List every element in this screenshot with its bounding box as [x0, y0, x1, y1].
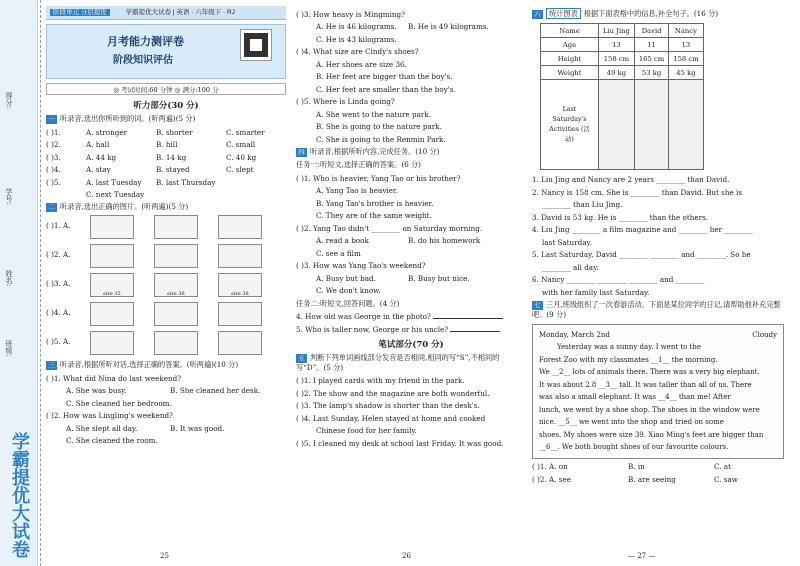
- diary-line: shoes. My shoes were size 39. Xiao Ming's feet are bigger than: [539, 430, 764, 439]
- section-3-title: 三 听录音,根据所听对话,选择正确的答案。(听两遍)(10 分): [46, 360, 286, 370]
- picture-row: ( )5. A.: [46, 331, 286, 357]
- book-image: [90, 302, 134, 326]
- task-title: 任务一:听短文,选择正确的答案。(6 分): [296, 160, 421, 169]
- list-item: ( )2. A. hall B. hill C. small: [46, 140, 256, 149]
- kids-height-image: [154, 244, 198, 268]
- sentence: with her family last Saturday.: [542, 287, 650, 297]
- options: ( )1. A. on B. in C. at: [532, 462, 731, 471]
- list-item: ( )2. The show and the magazine are both wonderful.: [296, 388, 490, 398]
- task-title: 任务二:听短文,回答问题。(4 分): [296, 298, 400, 308]
- scene-image: [218, 331, 262, 355]
- list-item: ( )1. A. stronger B. shorter C. smarter: [46, 127, 265, 137]
- title-banner: [46, 24, 286, 79]
- diary-line: We __2__ lots of animals there. There was a very big elephant.: [539, 368, 760, 376]
- page-number: 25: [160, 552, 169, 560]
- sentence: ________ all day.: [542, 262, 599, 272]
- sentence: 2. Nancy is 158 cm. She is ________ than David. But she is: [532, 187, 743, 197]
- list-item: ( )4. A. stay B. stayed C. slept: [46, 165, 254, 174]
- diary-line: Forest Zoo with my classmates __1__ the morning.: [539, 355, 718, 364]
- options: A. Busy but bad. B. Busy but nice.: [316, 273, 470, 283]
- exam-title: 月考能力测评卷: [107, 35, 184, 48]
- option: B. She is going to the nature park.: [316, 122, 442, 131]
- sentence: 5. Last Saturday, David ________ ________ and ________. So he: [532, 250, 751, 259]
- class-label: 班级:: [5, 340, 13, 357]
- scene-image: [154, 331, 198, 355]
- brand-vertical: 学霸提优大试卷: [9, 432, 30, 558]
- info-table: Name Liu Jing David Nancy Age 13 11 13 Height 158 cm 165 cm 158 cm Weight 49 kg 53 kg 45 kg Last Saturday's Activities (活动): [540, 23, 704, 170]
- seesaw-image: [154, 215, 198, 239]
- question: ( )3. How heavy is Mingming?: [296, 9, 405, 19]
- option: C. She cleaned the room.: [66, 436, 158, 445]
- options: A. She was busy. B. She cleaned her desk.: [66, 386, 261, 395]
- section-4-title: 四 听录音,根据所听内容,完成任务。(10 分): [296, 147, 526, 157]
- picture-row: ( )3. A. size 35 size 36 size 38: [46, 273, 286, 299]
- question: ( )1. What did Nina do last weekend?: [46, 373, 182, 383]
- table-row: Age 13 11 13: [541, 38, 704, 52]
- list-item: ( )3. A. 44 kg B. 14 kg C. 40 kg: [46, 152, 257, 162]
- list-item: ( )1. I played cards with my friend in the park.: [296, 376, 465, 385]
- page-27: [532, 6, 784, 484]
- question: 5. Who is taller now, George or his uncle?: [296, 325, 526, 334]
- diary-line: It was about 2.8 __3__ tall. It was taller than all of us. There: [539, 380, 752, 389]
- list-item: ( )5. I cleaned my desk at school last Friday. It was good.: [296, 438, 504, 448]
- book-image: [218, 302, 262, 326]
- name-label: 姓名:: [5, 270, 13, 287]
- question: ( )4. What size are Cindy's shoes?: [296, 47, 419, 56]
- option: C. We don't know.: [316, 286, 381, 295]
- option: A. Her shoes are size 36.: [316, 59, 407, 69]
- section-1-title: 一 听录音,选出你所听到的词。(听两遍)(5 分): [46, 114, 286, 124]
- section-6-title: 六 统计图表 根据下面表格中的信息,补全句子。(16 分): [532, 9, 784, 19]
- table-row: Last Saturday's Activities (活动): [541, 80, 704, 170]
- option: C. They are of the same weight.: [316, 211, 432, 220]
- series-title: 学霸提优大试卷 | 英语 · 六年级下 · RJ: [125, 9, 235, 16]
- activity-image: [599, 80, 635, 170]
- list-item: C. next Tuesday: [86, 190, 145, 199]
- seesaw-image: [218, 215, 262, 239]
- exam-subtitle: 阶段知识评估: [113, 55, 173, 66]
- section-2-title: 二 听录音,选出正确的图片。(听两遍)(5 分): [46, 202, 286, 212]
- option: C. She cleaned her bedroom.: [66, 398, 172, 408]
- table-row: Weight 49 kg 53 kg 45 kg: [541, 66, 704, 80]
- kids-height-image: [218, 244, 262, 268]
- sentence: 4. Liu Jing ________ a film magazine and ________ her ________: [532, 225, 754, 234]
- question: ( )1. Who is heavier, Yang Tao or his brother?: [296, 173, 461, 183]
- option: B. Yang Tao's brother is heavier.: [316, 198, 434, 208]
- section-7-title: 七 三月,班级组织了一次春游活动。下面是某位同学的日记,请帮助他补充完整吧。(9 分): [532, 299, 781, 319]
- diary-line: nice. __5__ we went into the shop and tried on some: [539, 418, 724, 426]
- question: ( )5. Where is Linda going?: [296, 97, 395, 106]
- shoe-image: size 35: [90, 273, 134, 297]
- table-row: Height 158 cm 165 cm 158 cm: [541, 52, 704, 66]
- diary-line: was also a small elephant. It was __4__ than me! After: [539, 393, 731, 401]
- question: 4. How old was George in the photo?: [296, 312, 526, 321]
- section-5-title: 五 判断下列单词画线部分发音是否相同,相同的写“S”,不相同的写“D”。(5 分): [296, 352, 500, 372]
- page-26: [296, 6, 526, 448]
- sentence: 6. Nancy ________ ________ ________ and ________: [532, 275, 705, 284]
- list-item: ( )3. The lamp's shadow is shorter than the desk's.: [296, 401, 480, 410]
- option: C. Her feet are smaller than the boy's.: [316, 84, 456, 94]
- sentence: 3. David is 53 kg. He is ________ than the others.: [532, 212, 709, 222]
- building-image: [90, 331, 134, 355]
- page-25: [46, 6, 286, 445]
- shoe-image: size 38: [218, 273, 262, 297]
- unit-tag: 阶段单元 分层提优: [50, 9, 110, 16]
- option: A. Yang Tao is heavier.: [316, 186, 398, 195]
- diary-line: __6__. We both bought shoes of our favourite colours.: [539, 443, 729, 451]
- listening-part-title: 听力部分(30 分): [133, 101, 199, 111]
- cut-line: [40, 0, 41, 566]
- writing-part-title: 笔试部分(70 分): [378, 339, 444, 350]
- option: C. She is going to the Renmin Park.: [316, 134, 446, 144]
- score-label: 得分:: [5, 92, 13, 109]
- student-id-label: 学号:: [5, 188, 13, 205]
- picture-row: ( )2. A.: [46, 244, 286, 270]
- list-item: ( )5. A. last Tuesday B. last Thursday: [46, 177, 216, 187]
- activity-image: [669, 80, 703, 170]
- binding-strip: [0, 0, 38, 566]
- option: C. He is 43 kilograms.: [316, 34, 397, 44]
- picture-row: ( )1. A.: [46, 215, 286, 241]
- exam-info: ◎ 考试时间:60 分钟 ◎ 满分:100 分: [46, 83, 286, 95]
- option: C. see a film: [316, 248, 361, 258]
- diary-box: [532, 324, 784, 459]
- sentence: last Saturday.: [542, 237, 592, 247]
- options: ( )2. A. see B. are seeing C. saw: [532, 474, 738, 484]
- option: A. She went to the nature park.: [316, 109, 431, 119]
- options: A. He is 46 kilograms. B. He is 49 kilograms.: [316, 22, 489, 31]
- book-image: [154, 302, 198, 326]
- page-number: — 27 —: [628, 552, 656, 560]
- sentence: ________ than Liu Jing.: [542, 200, 623, 209]
- question: ( )3. How was Yang Tao's weekend?: [296, 261, 426, 270]
- options: A. She slept all day. B. It was good.: [66, 423, 225, 433]
- list-item: ( )4. Last Sunday, Helen stayed at home and cooked: [296, 413, 486, 423]
- diary-line: lunch, we went by a shoe shop. The shoes in the window were: [539, 405, 760, 414]
- question: ( )2. Yang Tao didn't ________ on Saturday morning.: [296, 223, 483, 233]
- activity-image: [634, 80, 668, 170]
- diary-line: Yesterday was a sunny day. I went to the: [557, 343, 702, 351]
- sentence: 1. Liu Jing and Nancy are 2 years ________ than David.: [532, 175, 730, 184]
- options: A. read a book B. do his homework: [316, 236, 481, 245]
- shoe-image: size 36: [154, 273, 198, 297]
- page-header: [46, 6, 286, 20]
- kids-height-image: [90, 244, 134, 268]
- page-number: 26: [402, 552, 411, 560]
- picture-row: ( )4. A.: [46, 302, 286, 328]
- list-item: Chinese food for her family.: [316, 426, 417, 435]
- question: ( )2. How was Lingling's weekend?: [46, 411, 173, 420]
- seesaw-image: [90, 215, 134, 239]
- diary-header: Monday, March 2nd Cloudy: [539, 330, 777, 339]
- qr-code-icon: [241, 30, 271, 60]
- option: B. Her feet are bigger than the boy's.: [316, 72, 453, 81]
